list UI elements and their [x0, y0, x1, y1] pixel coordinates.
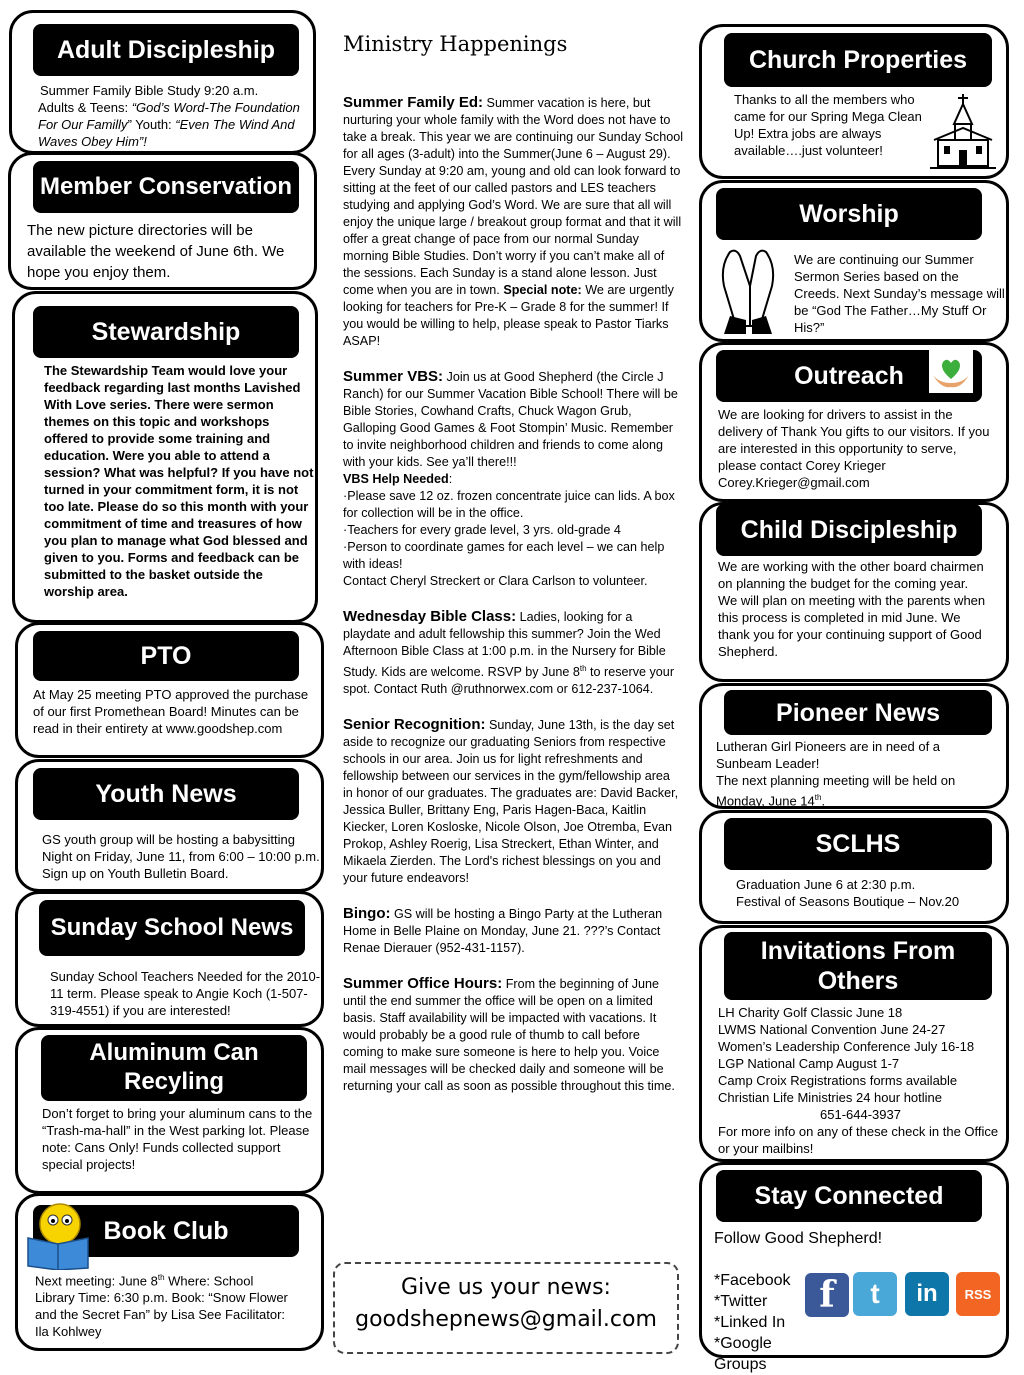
adult-line-2d: “Even The Wind And Waves Obey Him”! — [38, 117, 295, 149]
wednesday-body-b: to reserve your spot. Contact Ruth @ruthnorwex.com or 612-237-1064. — [343, 665, 675, 697]
invitations-text — [718, 1004, 1004, 1157]
sclhs-title: SCLHS — [724, 818, 992, 870]
twitter-link[interactable]: *Twitter — [714, 1293, 768, 1310]
wednesday-article — [343, 608, 683, 698]
vbs-help-item: ·Teachers for every grade level, 3 yrs. old-grade 4 — [343, 523, 621, 537]
adult-line-2c: ” Youth: — [127, 117, 176, 132]
pioneer-news-line-b: The next planning meeting will be held on Monday, June 14 — [716, 773, 956, 809]
special-note-head: Special note: — [503, 283, 582, 297]
invitation-item: LWMS National Convention June 24-27 — [718, 1022, 946, 1037]
wednesday-head: Wednesday Bible Class: — [343, 608, 517, 625]
pto-title: PTO — [33, 631, 299, 681]
outreach-text: We are looking for drivers to assist in the delivery of Thank You gifts to our visitors. If you are interested in this opportunity to serve, please contact Corey Krieger Corey.Krieger@gmail.com — [718, 407, 990, 490]
invitation-item: Christian Life Ministries 24 hour hotline — [718, 1090, 942, 1105]
invitation-item: LH Charity Golf Classic June 18 — [718, 1005, 903, 1020]
vbs-help-head: VBS Help Needed — [343, 472, 449, 486]
bingo-head: Bingo: — [343, 905, 391, 923]
aluminum-text: Don’t forget to bring your aluminum cans to the “Trash-ma-hall” in the West parking lot. Please note: Cans Only! Funds collected support special projects! — [42, 1106, 313, 1172]
invitation-item: LGP National Camp August 1-7 — [718, 1056, 900, 1071]
member-conservation-text: The new picture directories will be available the weekend of June 6th. We hope you enjoy them. — [27, 222, 285, 281]
pto-text: At May 25 meeting PTO approved the purchase of our first Promethean Board! Minutes can be read in their entirety at www.goodshep.com — [33, 687, 309, 736]
church-properties-title: Church Properties — [724, 33, 992, 87]
vbs-help-item: ·Person to coordinate games for each level – we can help with ideas! — [343, 540, 665, 571]
pioneer-news-line-a: Lutheran Girl Pioneers are in need of a Sunbeam Leader! — [716, 739, 941, 771]
bingo-article — [343, 905, 683, 957]
church-properties-text: Thanks to all the members who came for our Spring Mega Clean Up! Extra jobs are always available….just volunteer! — [734, 92, 922, 158]
sclhs-line: Graduation June 6 at 2:30 p.m. — [736, 877, 916, 892]
google-groups-link[interactable]: *Google Groups — [714, 1335, 772, 1373]
senior-article — [343, 716, 683, 887]
book-club-sup: th — [157, 1273, 165, 1282]
special-note-body: We are urgently looking for teachers for Pre-K – Grade 8 for the summer! If you would be willing to help, please speak to Pastor Tiarks ASAP! — [343, 283, 674, 348]
senior-head: Senior Recognition: — [343, 716, 486, 734]
pioneer-news-text — [716, 738, 994, 809]
wednesday-body-a: Ladies, looking for a playdate and adult fellowship this summer? Join the Wed Afternoon Bible Class at 1:00 p.m. in the Nursery for Bible Study. Kids are welcome. RSVP by June 8 — [343, 610, 666, 680]
summer-family-article — [343, 94, 683, 350]
adult-line-2a: Adults & Teens: — [38, 100, 132, 115]
youth-news-title: Youth News — [33, 768, 299, 820]
submit-news-email[interactable]: goodshepnews@gmail.com — [355, 1307, 657, 1332]
submit-news-line: Give us your news: — [401, 1275, 611, 1300]
sclhs-line: Festival of Seasons Boutique – Nov.20 — [736, 894, 960, 909]
facebook-icon[interactable]: f — [805, 1273, 849, 1317]
church-icon — [930, 94, 996, 170]
bingo-body: GS will be hosting a Bingo Party at the Lutheran Home in Belle Plaine on Monday, June 21. ???’s Contact Renae Dierauer (952-431-1157). — [343, 907, 663, 956]
rss-icon[interactable]: RSS — [956, 1272, 1000, 1316]
child-discipleship-title: Child Discipleship — [716, 504, 982, 556]
sclhs-text — [736, 876, 1006, 910]
book-club-text-b: Where: School Library Time: 6:30 p.m. Book: “Snow Flower and the Secret Fan” by Lisa See Facilitator: Ila Kohlwey — [35, 1273, 288, 1340]
hotline-phone: 651-644-3937 — [820, 1107, 901, 1122]
vbs-head: Summer VBS: — [343, 368, 444, 385]
invitation-item: Camp Croix Registrations forms available — [718, 1073, 958, 1088]
praying-hands-icon — [716, 246, 782, 336]
linkedin-icon[interactable]: in — [905, 1272, 949, 1316]
vbs-help-item: ·Please save 12 oz. frozen concentrate juice can lids. A box for collection will be in the office. — [343, 489, 675, 520]
summer-family-head: Summer Family Ed: — [343, 94, 484, 111]
vbs-help-colon: : — [448, 472, 453, 486]
pioneer-sup: th — [814, 793, 822, 802]
member-conservation-title: Member Conservation — [33, 161, 299, 213]
book-club-text-a: Next meeting: June 8 — [35, 1273, 158, 1289]
pioneer-period: . — [821, 793, 826, 809]
stewardship-title: Stewardship — [33, 306, 299, 358]
office-body: From the beginning of June until the end summer the office will be open on a limited basis. Staff availability will be impacted with vacations. It would probably be a good rule of thumb to call before coming to make sure someone is here to help you. Voice mail messages will be checked daily and someone will be returning your call as soon as possible throughout this time. — [343, 977, 675, 1094]
heart-hands-icon — [929, 349, 973, 393]
aluminum-title: Aluminum Can Recyling — [41, 1035, 307, 1101]
facebook-link[interactable]: *Facebook — [714, 1272, 791, 1289]
twitter-icon[interactable]: t — [853, 1272, 897, 1316]
invitations-footer: For more info on any of these check in the Office or your mailbins! — [718, 1124, 999, 1156]
adult-line-1: Summer Family Bible Study 9:20 a.m. — [40, 83, 259, 98]
pioneer-news-title: Pioneer News — [724, 690, 992, 735]
worship-text: We are continuing our Summer Sermon Series based on the Creeds. Next Sunday’s message will be “God The Father…My Stuff Or His?” — [794, 252, 1005, 335]
stewardship-text: The Stewardship Team would love your feedback regarding last months Lavished With Love series. There were sermon themes on this topic and workshops offered to provide some training and education. Were you able to attend a session? What was helpful? If you have not turned in your commitment form, it is not too late. Please do so this month with your commitment of time and treasures of how you plan to manage what God blessed and given to you. Forms and feedback can be submitted to the basket outside the worship area. — [44, 363, 314, 599]
senior-body: Sunday, June 13th, is the day set aside to recognize our graduating Seniors from respective schools in our area. Join us for light refreshments and fellowship between our services in the gym/fellowship area in honor of our graduates. The graduates are: David Backer, Jessica Buller, Brittany Eng, Paris Hagen-Baca, Kaitlin Kiecker, Loren Kosloske, Nicole Olson, Joe Otremba, Evan Prokop, Ashley Roerig, Lisa Streckert, Ethan Winter, and Mikaela Zierden. The Lord's richest blessings on you and your future endeavors! — [343, 718, 679, 886]
vbs-help — [343, 471, 683, 488]
invitations-title: Invitations From Others — [724, 932, 992, 1000]
child-discipleship-text: We are working with the other board chairmen on planning the budget for the coming year. We will plan on meeting with the parents when this process is completed in mid June. We thank you for your continuing support of Good Shepherd. — [718, 559, 986, 659]
ministry-happenings-title: Ministry Happenings — [343, 32, 568, 56]
vbs-article — [343, 368, 683, 471]
adult-discipleship-title: Adult Discipleship — [33, 24, 299, 76]
worship-title: Worship — [716, 188, 982, 240]
sunday-school-text: Sunday School Teachers Needed for the 2010-11 term. Please speak to Angie Koch (1-507-319-4551) if you are interested! — [50, 969, 321, 1018]
book-club-text — [35, 1269, 293, 1340]
vbs-contact: Contact Cheryl Streckert or Clara Carlson to volunteer. — [343, 574, 648, 588]
outreach-title: Outreach — [716, 350, 982, 402]
vbs-body: Join us at Good Shepherd (the Circle J Ranch) for our Summer Vacation Bible School! There will be Bible Stories, Cowhand Crafts, Chuck Wagon Grub, Galloping Good Games & Foot Stompin’ Music. Remember to invite neighborhood children and friends to come along with your kids. See ya’ll there!!! — [343, 370, 678, 469]
submit-news-box — [333, 1262, 679, 1354]
sunday-school-title: Sunday School News — [39, 900, 305, 956]
linkedin-link[interactable]: *Linked In — [714, 1314, 786, 1331]
adult-discipleship-text — [34, 82, 302, 150]
reading-emoticon-icon — [22, 1200, 94, 1270]
book-club-title: Book Club — [33, 1205, 299, 1257]
office-head: Summer Office Hours: — [343, 975, 503, 993]
stay-connected-intro: Follow Good Shepherd! — [714, 1230, 883, 1247]
wednesday-sup: th — [579, 664, 587, 673]
invitation-item: Women’s Leadership Conference July 16-18 — [718, 1039, 975, 1054]
summer-family-body: Summer vacation is here, but nurturing your whole family with the Word does not have to take a break. This year we are continuing our Sunday School for all ages (3-adult) into the Summer(June 6 – August 29). Every Sunday at 9:20 am, young and old can look forward to sitting at the feet of our called pastors and LES teachers studying and applying God’s Word. We are sure that all will enjoy the unique large / breakout group format and that it will offer a great change of pace from our normal Sunday morning Bible Studies. Don’t worry if you can’t make all of the sessions. Each Sunday is a stand alone lesson. Just come when you are in town. — [343, 96, 684, 297]
office-article — [343, 975, 683, 1095]
adult-line-2b: “God’s Word-The Foundation For Our Familly — [38, 100, 300, 132]
stay-connected-title: Stay Connected — [716, 1170, 982, 1222]
youth-news-text: GS youth group will be hosting a babysitting Night on Friday, June 11, from 6:00 – 10:00 p.m. Sign up on Youth Bulletin Board. — [42, 832, 320, 881]
ministry-articles — [343, 94, 683, 1105]
